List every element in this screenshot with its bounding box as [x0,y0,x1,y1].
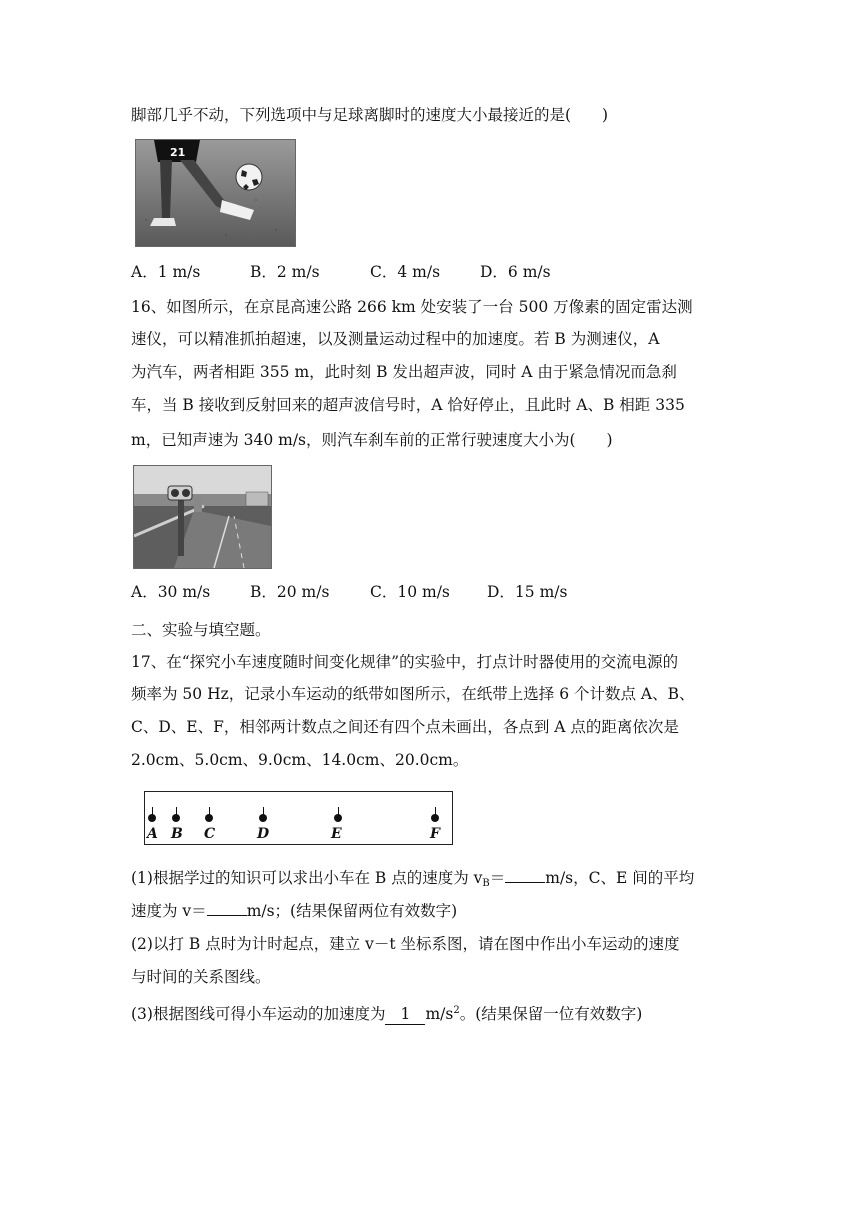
q16-stem-line-1: 16、如图所示，在京昆高速公路 266 km 处安装了一台 500 万像素的固定雷达测 [131,298,693,316]
q15-option-a[interactable]: A．1 m/s [131,263,201,281]
tape-label-f: F [430,826,440,842]
tape-point-d [259,814,267,822]
q17-part3-text-b: 。(结果保留一位有效数字) [459,1005,643,1023]
tape-label-e: E [331,826,342,842]
acceleration-answer-blank[interactable]: 1 [385,1004,425,1025]
q17-part1-line2-a: 速度为 v＝ [131,902,207,920]
q15-stem-line: 脚部几乎不动，下列选项中与足球离脚时的速度大小最接近的是( ) [131,106,609,124]
tape-point-c [205,814,213,822]
q17-part3-superscript: 2 [453,1005,460,1016]
q17-part1-subscript: B [482,878,490,889]
q17-part1-text-b: ＝ [489,869,506,887]
q16-option-d[interactable]: D．15 m/s [487,583,568,601]
q17-part1-line2-b: m/s；(结果保留两位有效数字) [246,902,458,920]
q16-stem-line-5: m，已知声速为 340 m/s，则汽车刹车前的正常行驶速度大小为( ) [131,431,613,449]
q16-option-c[interactable]: C．10 m/s [370,583,450,601]
v-ce-answer-blank[interactable] [207,915,247,916]
section-heading: 二、实验与填空题。 [131,621,271,639]
q17-part3-line [131,1001,642,1025]
q15-option-c[interactable]: C．4 m/s [370,263,441,281]
football-photo [135,139,296,247]
q16-option-b[interactable]: B．20 m/s [250,583,330,601]
tape-point-a [148,814,156,822]
q17-part2-line-1: (2)以打 B 点时为计时起点，建立 v－t 坐标系图，请在图中作出小车运动的速度 [131,935,680,953]
q17-part1-text-a: (1)根据学过的知识可以求出小车在 B 点的速度为 v [131,869,483,887]
q16-option-a[interactable]: A．30 m/s [131,583,211,601]
ticker-tape-diagram [144,791,453,845]
tape-label-a: A [147,826,158,842]
q15-option-d[interactable]: D．6 m/s [480,263,551,281]
jersey-number: 21 [170,146,186,159]
q17-part1-text-c: m/s，C、E 间的平均 [545,869,695,887]
tape-label-b: B [171,826,183,842]
q17-stem-line-1: 17、在“探究小车速度随时间变化规律”的实验中，打点计时器使用的交流电源的 [131,653,679,671]
radar-photo [133,465,272,569]
q16-stem-line-4: 车，当 B 接收到反射回来的超声波信号时，A 恰好停止，且此时 A、B 相距 335 [131,396,685,414]
q17-part2-line-2: 与时间的关系图线。 [131,968,271,986]
vb-answer-blank[interactable] [505,882,545,883]
tape-point-e [334,814,342,822]
q15-option-b[interactable]: B．2 m/s [250,263,320,281]
q17-part1-line-1 [131,868,694,894]
tape-label-c: C [204,826,216,842]
q16-stem-line-2: 速仪，可以精准抓拍超速，以及测量运动过程中的加速度。若 B 为测速仪，A [131,330,660,348]
tape-label-d: D [257,826,270,842]
q16-stem-line-3: 为汽车，两者相距 355 m，此时刻 B 发出超声波，同时 A 由于紧急情况而急刹 [131,363,677,381]
tape-point-f [431,814,439,822]
q17-stem-line-2: 频率为 50 Hz，记录小车运动的纸带如图所示，在纸带上选择 6 个计数点 A、B、 [131,685,695,703]
q17-part1-line-2 [131,901,457,921]
q17-part3-text-a: (3)根据图线可得小车运动的加速度为 [131,1005,386,1023]
q17-part3-unit: m/s [425,1005,454,1023]
q17-stem-line-3: C、D、E、F，相邻两计数点之间还有四个点未画出，各点到 A 点的距离依次是 [131,718,679,736]
tape-point-b [172,814,180,822]
q17-stem-line-4: 2.0cm、5.0cm、9.0cm、14.0cm、20.0cm。 [131,751,469,769]
